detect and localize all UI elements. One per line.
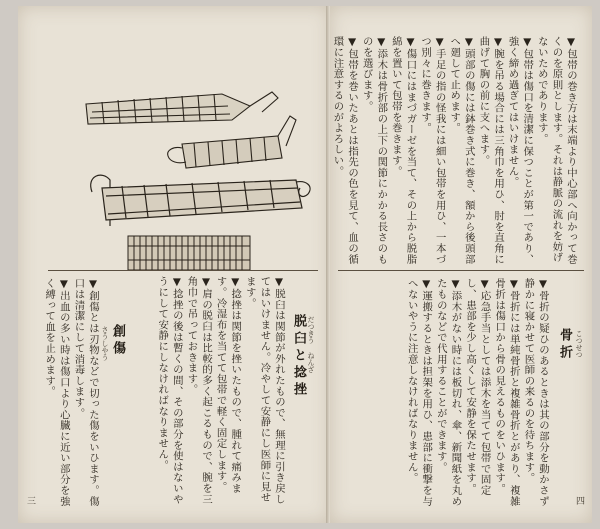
text-column-dislocation: ▼脱臼は関節が外れたもので、無理に引き戻してはいけません。冷やして安静にし医師に見せます。 ▼捻挫は関節を挫いたもので、腫れて痛みます。冷湿布を当てて包帯で軽く固定します。 ▼肩の脱臼は比較的多く起こるもので、腕を三角巾で吊っておきます。 ▼捻挫の後は暫くの間、その部分を使はないやうにして安静にしなければなりません。 (156, 276, 285, 505)
text-column-fracture: ▼骨折の疑ひのあるときは其の部分を動かさず静かに寝かせて医師の来るのを待ちます。 ▼骨折には単純骨折と複雑骨折とがあり、複雑骨折は傷口から骨の見えるものをいひます。 ▼応急手当としては添木を当てて包帯で固定し、患部を少し高くして安静を保たせます。 ▼添木がない時には板切れ、傘、新聞紙を丸めたものなどで代用することができます。 ▼運搬するときは担架を用ひ、患部に衝撃を与へないやうに注意しなければなりません。 (405, 278, 549, 507)
page-number: 四 (574, 496, 584, 505)
heading-ruby: だつきう ねんざ (307, 316, 315, 373)
page-number: 三 (25, 496, 35, 505)
bandaged-arm-figure (86, 92, 278, 124)
heading-fracture: 骨折 (557, 328, 572, 362)
section-divider (338, 270, 584, 271)
heading-ruby: さうしやう (101, 326, 109, 361)
bamboo-mat-figure (128, 236, 250, 270)
heading-wounds: 創傷 (110, 324, 125, 358)
text-column-wounds: ▼創傷とは刃物などで切った傷をいひます。傷口は清潔にして消毒します。 ▼出血の多い時は傷口より心臓に近い部分を強く縛って血を止めます。 (43, 278, 99, 507)
hand-splint-figure (168, 116, 296, 168)
right-page (330, 6, 592, 523)
long-splint-figure (91, 175, 310, 226)
splint-illustration (82, 76, 318, 276)
left-page (18, 6, 330, 523)
heading-ruby: こつせつ (575, 330, 583, 358)
heading-dislocation-sprain: 脱臼と捻挫 (291, 314, 306, 399)
section-divider (48, 270, 318, 271)
text-column-bandaging: ▼包帯の巻き方は末端より中心部へ向かって巻くのを原則とします。それは静脈の流れを妨げないためであります。 ▼包帯は傷口を清潔に保つことが第一であり、強く締め過ぎてはいけません。 ▼腕を吊る場合には三角巾を用ひ、肘を直角に曲げて胸の前に支へます。 ▼頭部の傷には鉢巻き式に巻き、額から後頭部へ廻して止めます。 ▼手足の指の怪我には細い包帯を用ひ、一本づつ別々に巻きます。 ▼傷口にはまづガーゼを当て、その上から脱脂綿を置いて包帯を巻きます。 ▼添木は骨折部の上下の関節にかかる長さのものを選びます。 ▼包帯を巻いたあとは指先の色を見て、血の循環に注意するのがよろしい。 (331, 36, 577, 265)
